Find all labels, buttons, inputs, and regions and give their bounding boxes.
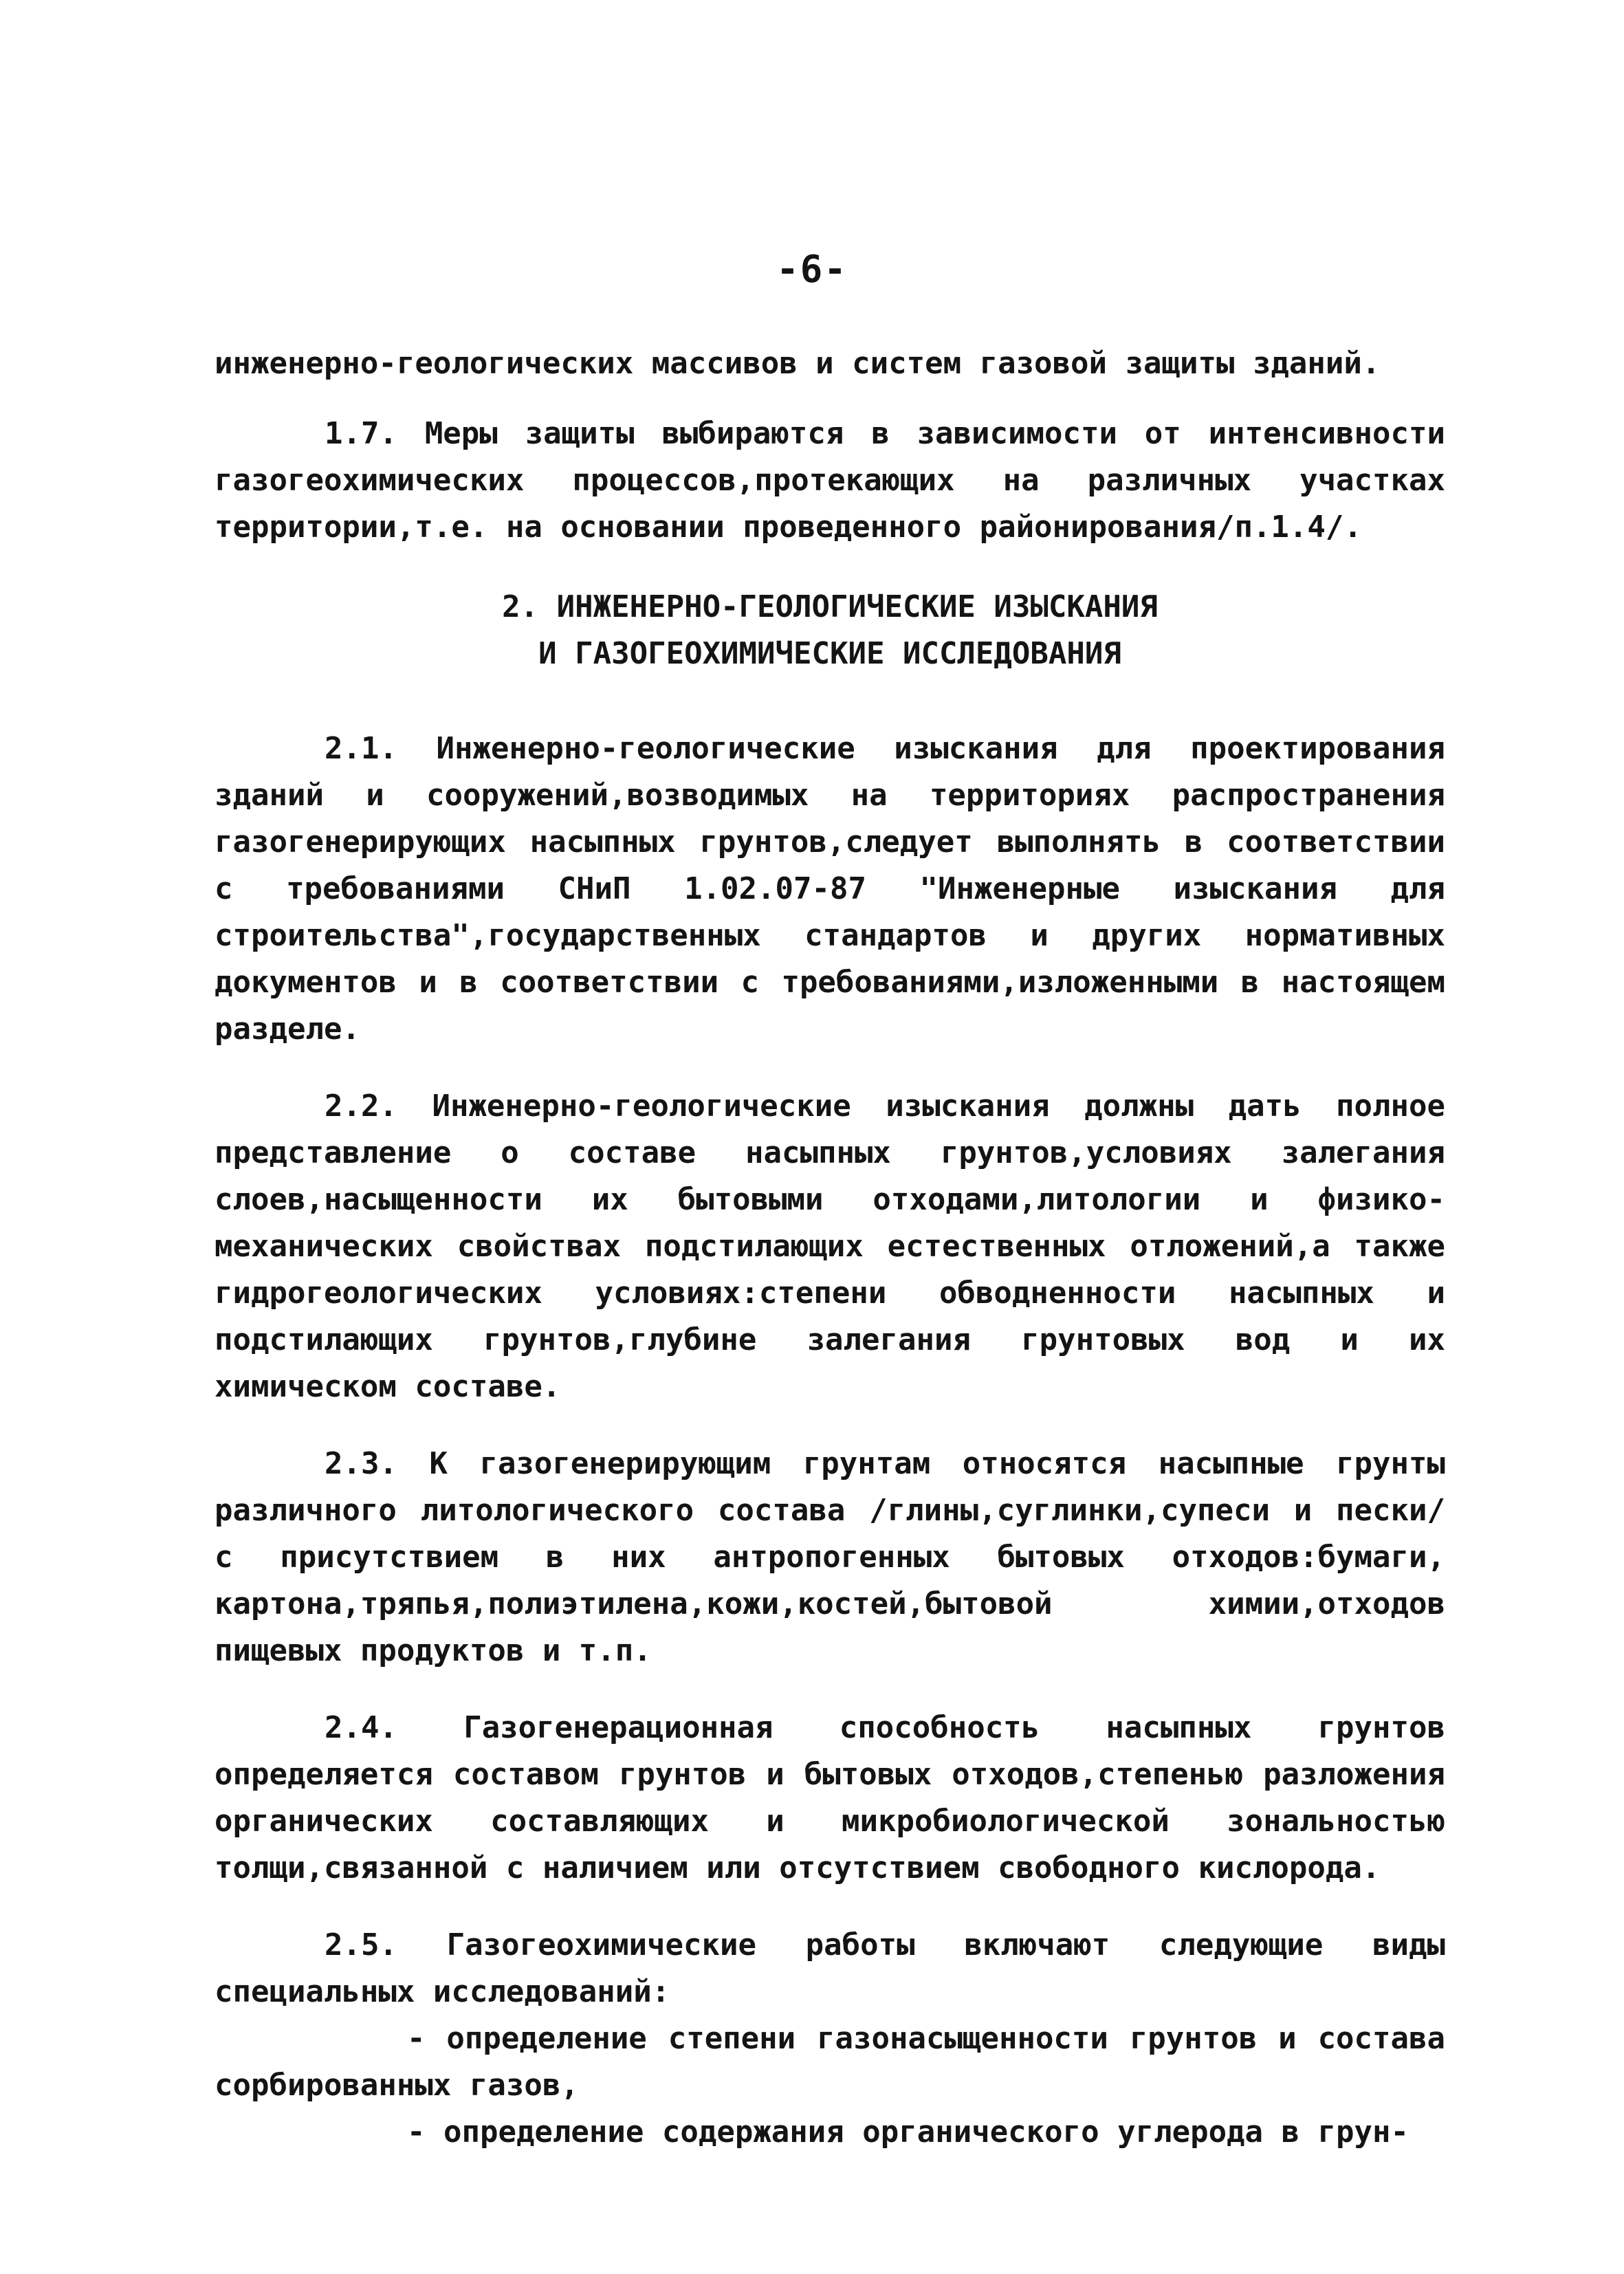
list-item: - определение содержания органического углерода в грун-: [407, 2114, 1409, 2150]
section-heading-line-2: И ГАЗОГЕОХИМИЧЕСКИЕ ИССЛЕДОВАНИЯ: [538, 636, 1121, 671]
section-heading: [215, 584, 1445, 677]
section-heading-line-1: 2. ИНЖЕНЕРНО-ГЕОЛОГИЧЕСКИЕ ИЗЫСКАНИЯ: [502, 589, 1158, 624]
page-number: -6-: [776, 248, 848, 291]
paragraph-2-4: 2.4. Газогенерационная способность насыпных грунтов определяется составом грунтов и бытовых отходов,степенью разложения органических составляющих и микробиологической зональностью толщи,связанной с наличием или отсутствием свободного кислорода.: [215, 1710, 1445, 1885]
paragraph-2-2: 2.2. Инженерно-геологические изыскания должны дать полное представление о составе насыпных грунтов,условиях залегания слоев,насыщенности их бытовыми отходами,литологии и физико-механических свойствах подстилающих естественных отложений,а также гидрогеологических условиях:степени обводненности насыпных и подстилающих грунтов,глубине залегания грунтовых вод и их химическом составе.: [215, 1089, 1445, 1404]
body-text: [215, 340, 1445, 2156]
list-item: - определение степени газонасыщенности грунтов и состава сорбированных газов,: [215, 2021, 1445, 2103]
paragraph-2-5: 2.5. Газогеохимические работы включают следующие виды специальных исследований:: [215, 1927, 1445, 2009]
continuation-line: инженерно-геологических массивов и систем газовой защиты зданий.: [215, 346, 1381, 381]
paragraph-1-7: 1.7. Меры защиты выбираются в зависимости от интенсивности газогеохимических процессов,протекающих на различных участках территории,т.е. на основании проведенного районирования/п.1.4/.: [215, 416, 1445, 545]
paragraph-2-1: 2.1. Инженерно-геологические изыскания для проектирования зданий и сооружений,возводимых на территориях распространения газогенерирующих насыпных грунтов,следует выполнять в соответствии с требованиями СНиП 1.02.07-87 "Инженерные изыскания для строительства",государственных стандартов и других нормативных документов и в соответствии с требованиями,изложенными в настоящем разделе.: [215, 731, 1445, 1047]
paragraph-2-3: 2.3. К газогенерирующим грунтам относятся насыпные грунты различного литологического состава /глины,суглинки,супеси и пески/ с присутствием в них антропогенных бытовых отходов:бумаги, картона,тряпья,полиэтилена,кожи,костей,бытовой химии,отходов пищевых продуктов и т.п.: [215, 1446, 1445, 1668]
